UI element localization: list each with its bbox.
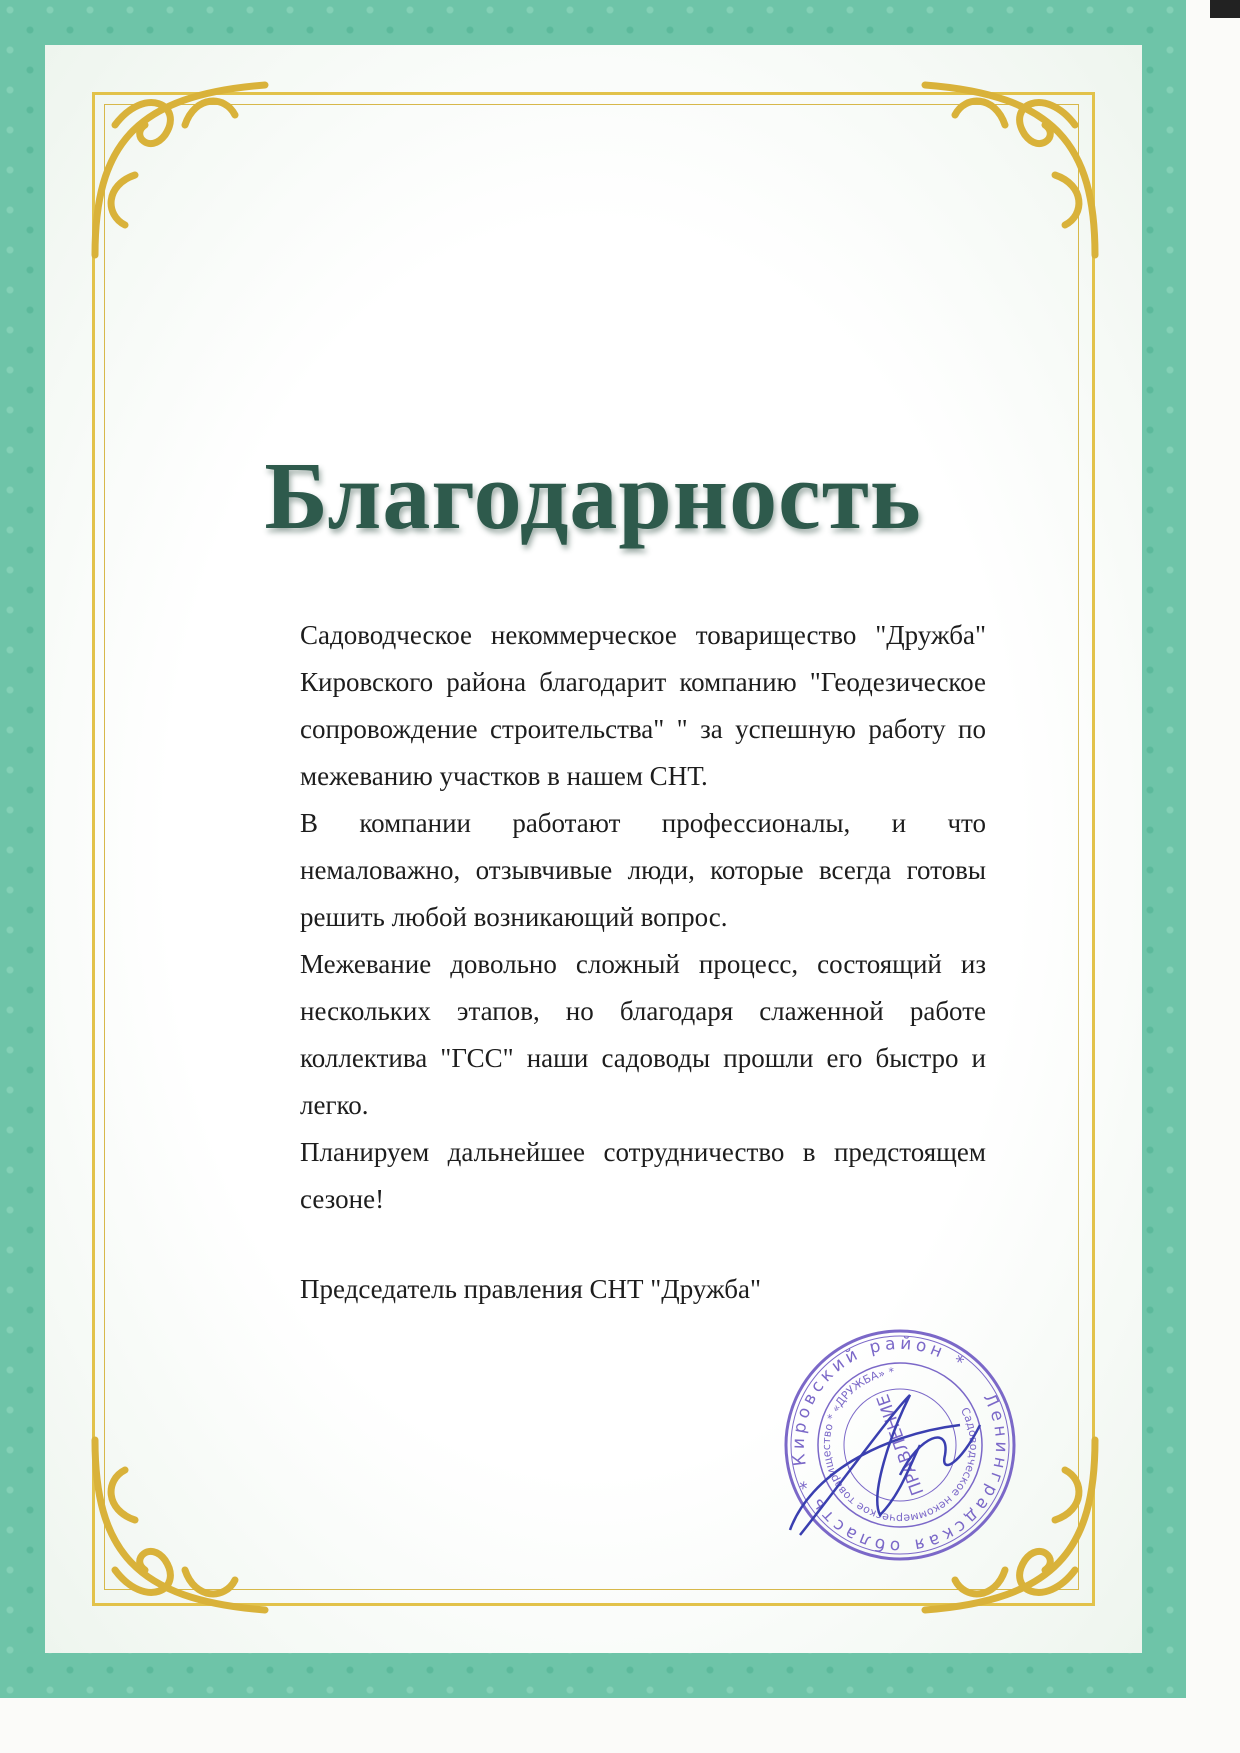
scan-edge [1210,0,1240,18]
text-line: Межевание довольно сложный процесс, состоящий из [300,949,986,979]
text-line: сезоне! [300,1184,385,1214]
stamp-outer-text: Ленинградская область * Кировский район * [788,1333,1012,1557]
stamp-inner-text: Садоводческое некоммерческое товарищество * «ДРУЖБА» * [819,1365,981,1526]
text-line: межеванию участков в нашем СНТ. [300,761,708,791]
text-line: В компании работают профессионалы, и что [300,808,986,838]
text-line: нескольких этапов, но благодаря слаженной работе [300,996,986,1026]
ornament-corner-icon [905,65,1115,275]
text-line: Садоводческое некоммерческое товарищество "Дружба" [300,620,986,650]
text-line: легко. [300,1090,369,1120]
text-line: Планируем дальнейшее сотрудничество в предстоящем [300,1137,986,1167]
text-line: решить любой возникающий вопрос. [300,902,728,932]
text-line: Кировского района благодарит компанию "Геодезическое [300,667,986,697]
ornament-corner-icon [75,65,285,275]
text-line: немаловажно, отзывчивые люди, которые всегда готовы [300,855,986,885]
certificate-title: Благодарность [264,442,922,549]
text-line: коллектива "ГСС" наши садоводы прошли его быстро и [300,1043,986,1073]
signature-line: Председатель правления СНТ "Дружба" [300,1274,762,1304]
stamp-seal-icon [780,1325,1020,1565]
certificate-body [300,612,986,1313]
text-line: сопровождение строительства" " за успешную работу по [300,714,986,744]
stamp-center-text: ПРАВЛЕНИЕ [873,1391,929,1498]
ornament-corner-icon [75,1420,285,1630]
